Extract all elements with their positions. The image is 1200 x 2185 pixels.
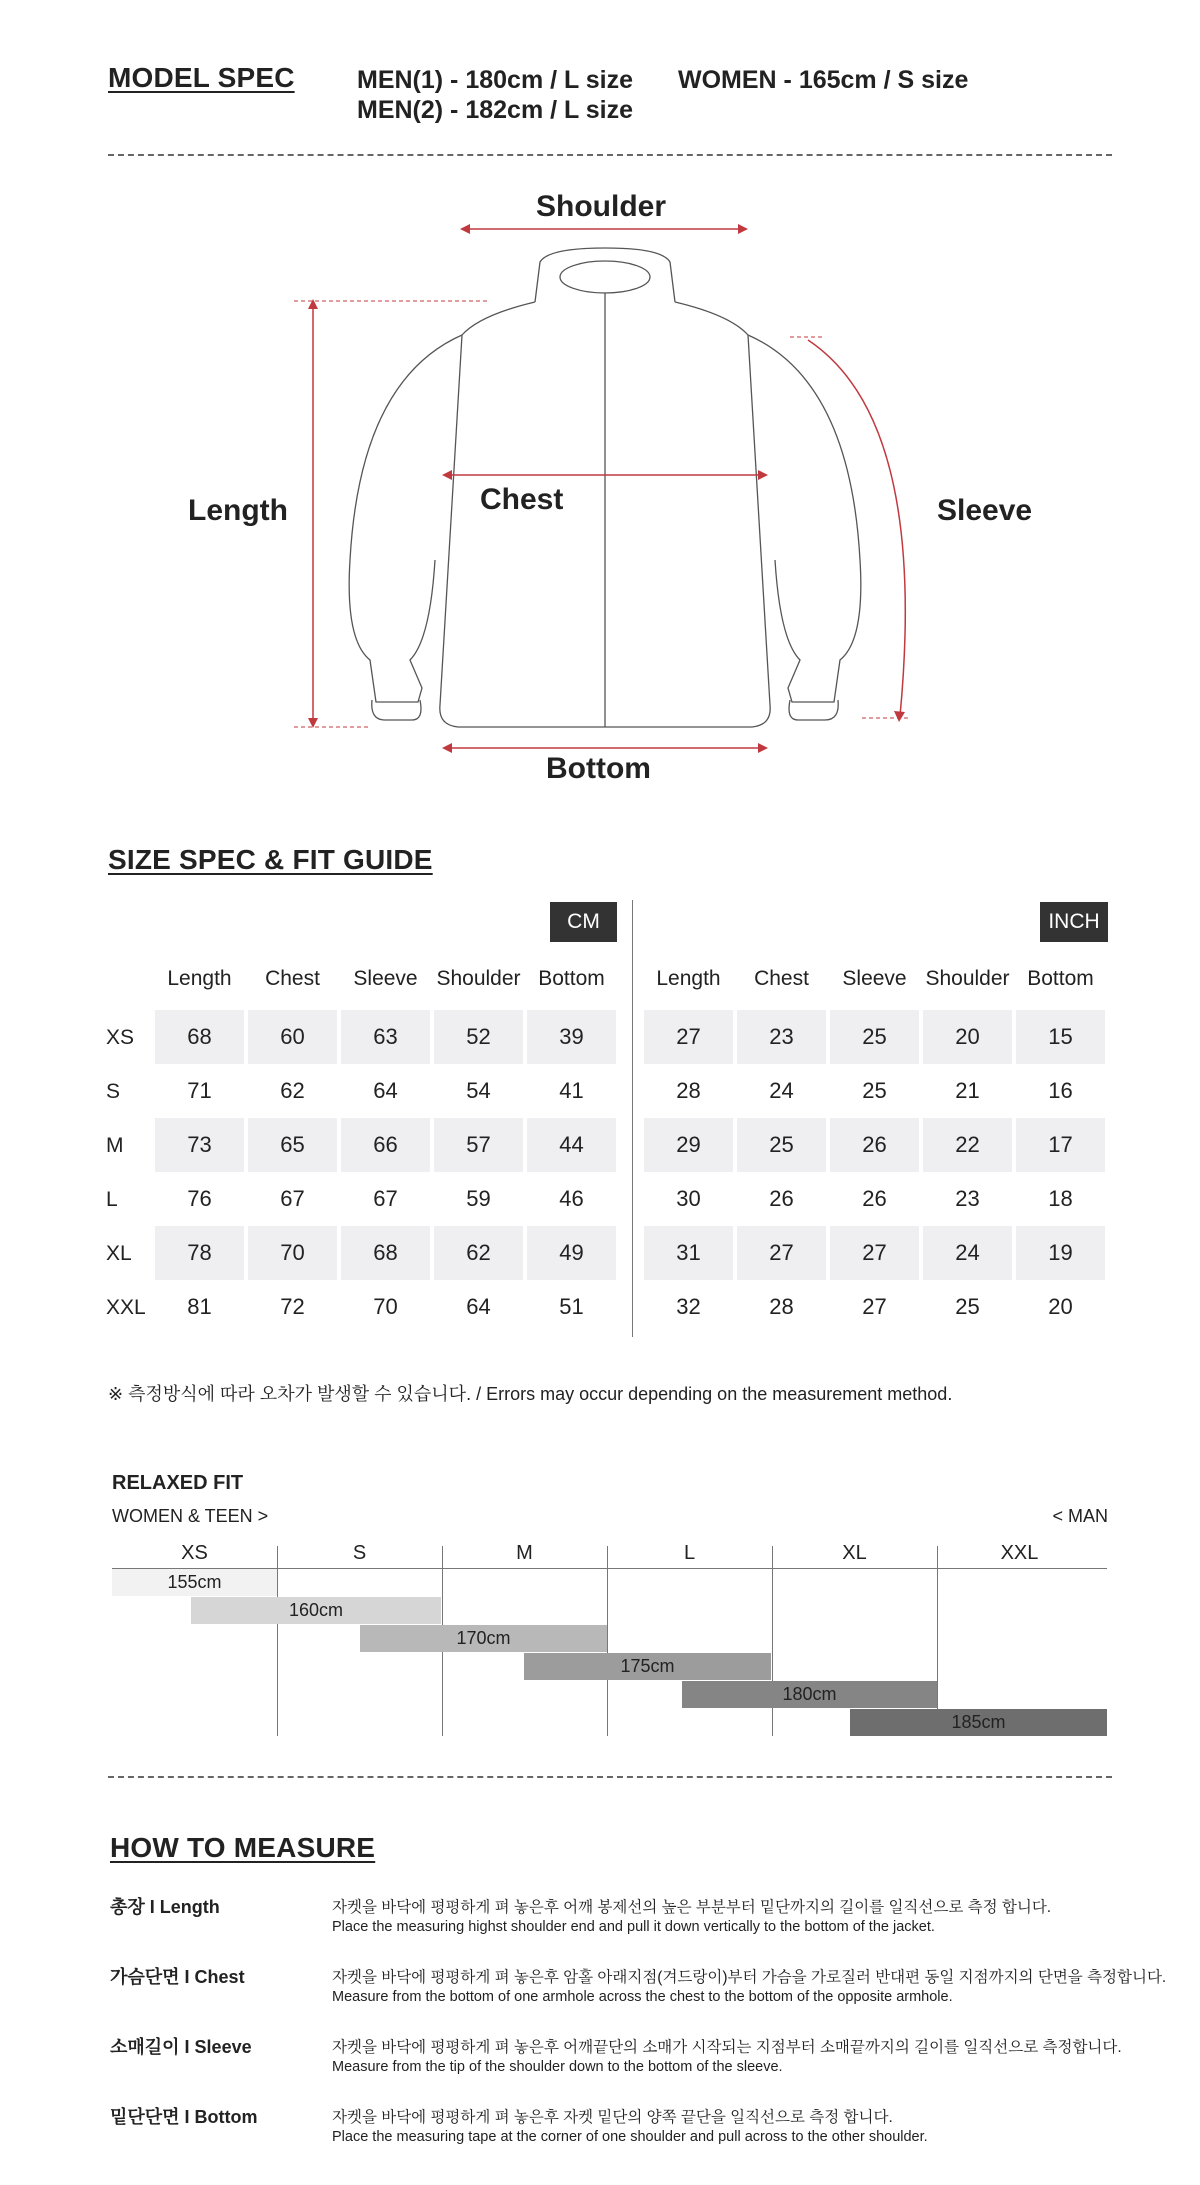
- cm-cell: 64: [373, 1078, 398, 1103]
- fit-left-label: WOMEN & TEEN >: [112, 1506, 269, 1526]
- inch-cell: 25: [862, 1078, 887, 1103]
- fit-bar: 155cm: [112, 1569, 277, 1596]
- inch-cell: 28: [676, 1078, 701, 1103]
- inch-cell: 28: [769, 1294, 794, 1319]
- model-spec-title: MODEL SPEC: [108, 62, 295, 93]
- measure-item-en: Place the measuring tape at the corner of one shoulder and pull across to the other shoulder.: [332, 2129, 928, 2145]
- inch-col-header: Chest: [754, 967, 809, 990]
- fit-grid-line: [937, 1546, 938, 1736]
- cm-col-header: Length: [167, 967, 232, 990]
- cm-cell: 66: [341, 1118, 430, 1172]
- measure-item-name: 소매길이 I Sleeve: [110, 2037, 252, 2057]
- model-spec-women: WOMEN - 165cm / S size: [678, 66, 969, 94]
- inch-cell: 24: [923, 1226, 1012, 1280]
- diagram-label-shoulder: Shoulder: [536, 190, 667, 223]
- inch-cell: 25: [830, 1010, 919, 1064]
- fit-size-label: XL: [842, 1542, 867, 1564]
- cm-cell: 65: [248, 1118, 337, 1172]
- fit-size-label: XS: [181, 1542, 208, 1564]
- fit-grid-line: [277, 1546, 278, 1736]
- cm-cell: 52: [434, 1010, 523, 1064]
- fit-size-label: S: [352, 1542, 367, 1564]
- cm-cell: 49: [527, 1226, 616, 1280]
- cm-cell: 67: [280, 1186, 305, 1211]
- fit-size-label: L: [683, 1542, 696, 1564]
- diagram-label-sleeve: Sleeve: [937, 494, 1033, 527]
- cm-cell: 46: [559, 1186, 584, 1211]
- cm-cell: 67: [373, 1186, 398, 1211]
- divider: [108, 154, 1112, 156]
- size-row-label: S: [106, 1080, 121, 1103]
- size-row-label: M: [106, 1134, 124, 1157]
- inch-cell: 23: [737, 1010, 826, 1064]
- cm-cell: 39: [527, 1010, 616, 1064]
- diagram-label-chest: Chest: [480, 483, 564, 516]
- cm-cell: 76: [187, 1186, 212, 1211]
- measure-item-name: 밑단단면 I Bottom: [110, 2107, 258, 2127]
- inch-cell: 18: [1048, 1186, 1073, 1211]
- cm-cell: 81: [187, 1294, 212, 1319]
- inch-cell: 25: [955, 1294, 980, 1319]
- inch-cell: 26: [769, 1186, 794, 1211]
- cm-cell: 78: [155, 1226, 244, 1280]
- cm-col-header: Chest: [265, 967, 320, 990]
- cm-cell: 72: [280, 1294, 305, 1319]
- cm-cell: 62: [434, 1226, 523, 1280]
- inch-cell: 27: [862, 1294, 887, 1319]
- divider: [108, 1776, 1112, 1778]
- measure-item-name: 가슴단면 I Chest: [110, 1967, 245, 1987]
- inch-cell: 15: [1016, 1010, 1105, 1064]
- cm-cell: 59: [466, 1186, 491, 1211]
- measure-item-name: 총장 I Length: [110, 1897, 220, 1917]
- measure-item-ko: 자켓을 바닥에 평평하게 펴 놓은후 암홀 아래지점(겨드랑이)부터 가슴을 가로질러 반대편 동일 지점까지의 단면을 측정합니다.: [332, 1969, 1167, 1986]
- inch-cell: 16: [1048, 1078, 1073, 1103]
- cm-cell: 71: [187, 1078, 212, 1103]
- fit-bar: 175cm: [524, 1653, 771, 1680]
- cm-cell: 44: [527, 1118, 616, 1172]
- fit-bar: 180cm: [682, 1681, 937, 1708]
- cm-cell: 51: [559, 1294, 584, 1319]
- cm-col-header: Sleeve: [353, 967, 418, 990]
- table-divider: [632, 900, 633, 1337]
- inch-cell: 26: [862, 1186, 887, 1211]
- inch-cell: 27: [644, 1010, 733, 1064]
- fit-bar: 185cm: [850, 1709, 1107, 1736]
- inch-badge: INCH: [1040, 902, 1108, 942]
- size-row-label: XXL: [106, 1296, 146, 1319]
- cm-cell: 70: [248, 1226, 337, 1280]
- inch-cell: 27: [830, 1226, 919, 1280]
- fit-bar: 170cm: [360, 1625, 607, 1652]
- cm-cell: 70: [373, 1294, 398, 1319]
- measurement-note: ※ 측정방식에 따라 오차가 발생할 수 있습니다. / Errors may occur depending on the measurement method.: [108, 1384, 953, 1404]
- cm-col-header: Bottom: [538, 967, 605, 990]
- measure-item-en: Measure from the tip of the shoulder down to the bottom of the sleeve.: [332, 2059, 783, 2075]
- cm-cell: 68: [341, 1226, 430, 1280]
- inch-cell: 21: [955, 1078, 980, 1103]
- inch-cell: 22: [923, 1118, 1012, 1172]
- inch-cell: 19: [1016, 1226, 1105, 1280]
- cm-cell: 68: [155, 1010, 244, 1064]
- inch-cell: 30: [676, 1186, 701, 1211]
- measure-item-en: Measure from the bottom of one armhole across the chest to the bottom of the opposite armhole.: [332, 1989, 953, 2005]
- inch-cell: 20: [1048, 1294, 1073, 1319]
- measure-item-en: Place the measuring highst shoulder end and pull it down vertically to the bottom of the jacket.: [332, 1919, 935, 1935]
- fit-title: RELAXED FIT: [112, 1472, 244, 1494]
- inch-col-header: Sleeve: [842, 967, 907, 990]
- diagram-label-length: Length: [188, 494, 288, 527]
- size-row-label: XL: [106, 1242, 132, 1265]
- fit-grid-line: [607, 1546, 608, 1736]
- cm-col-header: Shoulder: [436, 967, 521, 990]
- inch-cell: 31: [644, 1226, 733, 1280]
- inch-cell: 27: [737, 1226, 826, 1280]
- inch-col-header: Length: [656, 967, 721, 990]
- measure-item-ko: 자켓을 바닥에 평평하게 펴 놓은후 자켓 밑단의 양쪽 끝단을 일직선으로 측정 합니다.: [332, 2109, 893, 2126]
- inch-cell: 29: [644, 1118, 733, 1172]
- inch-col-header: Bottom: [1027, 967, 1094, 990]
- inch-cell: 25: [737, 1118, 826, 1172]
- diagram-label-bottom: Bottom: [546, 752, 651, 785]
- cm-cell: 64: [466, 1294, 491, 1319]
- jacket-diagram: [0, 160, 1200, 800]
- measure-item-ko: 자켓을 바닥에 평평하게 펴 놓은후 어깨 봉제선의 높은 부분부터 밑단까지의 길이를 일직선으로 측정 합니다.: [332, 1899, 1052, 1916]
- inch-cell: 17: [1016, 1118, 1105, 1172]
- model-spec-men2: MEN(2) - 182cm / L size: [357, 96, 634, 124]
- inch-col-header: Shoulder: [925, 967, 1010, 990]
- fit-bar: 160cm: [191, 1597, 441, 1624]
- cm-cell: 54: [466, 1078, 491, 1103]
- inch-cell: 32: [676, 1294, 701, 1319]
- inch-cell: 24: [769, 1078, 794, 1103]
- cm-cell: 41: [559, 1078, 584, 1103]
- fit-right-label: < MAN: [1052, 1506, 1108, 1526]
- size-spec-title: SIZE SPEC & FIT GUIDE: [108, 844, 433, 875]
- size-row-label: XS: [106, 1026, 135, 1049]
- cm-cell: 57: [434, 1118, 523, 1172]
- cm-cell: 73: [155, 1118, 244, 1172]
- cm-badge: CM: [550, 902, 617, 942]
- inch-cell: 23: [955, 1186, 980, 1211]
- cm-cell: 63: [341, 1010, 430, 1064]
- how-to-measure-title: HOW TO MEASURE: [110, 1832, 376, 1863]
- model-spec-men1: MEN(1) - 180cm / L size: [357, 66, 634, 94]
- cm-cell: 62: [280, 1078, 305, 1103]
- inch-cell: 20: [923, 1010, 1012, 1064]
- cm-cell: 60: [248, 1010, 337, 1064]
- size-row-label: L: [106, 1188, 118, 1211]
- fit-size-label: XXL: [1000, 1542, 1039, 1564]
- measure-item-ko: 자켓을 바닥에 평평하게 펴 놓은후 어깨끝단의 소매가 시작되는 지점부터 소매끝까지의 길이를 일직선으로 측정합니다.: [332, 2039, 1122, 2056]
- fit-size-label: M: [516, 1542, 533, 1564]
- inch-cell: 26: [830, 1118, 919, 1172]
